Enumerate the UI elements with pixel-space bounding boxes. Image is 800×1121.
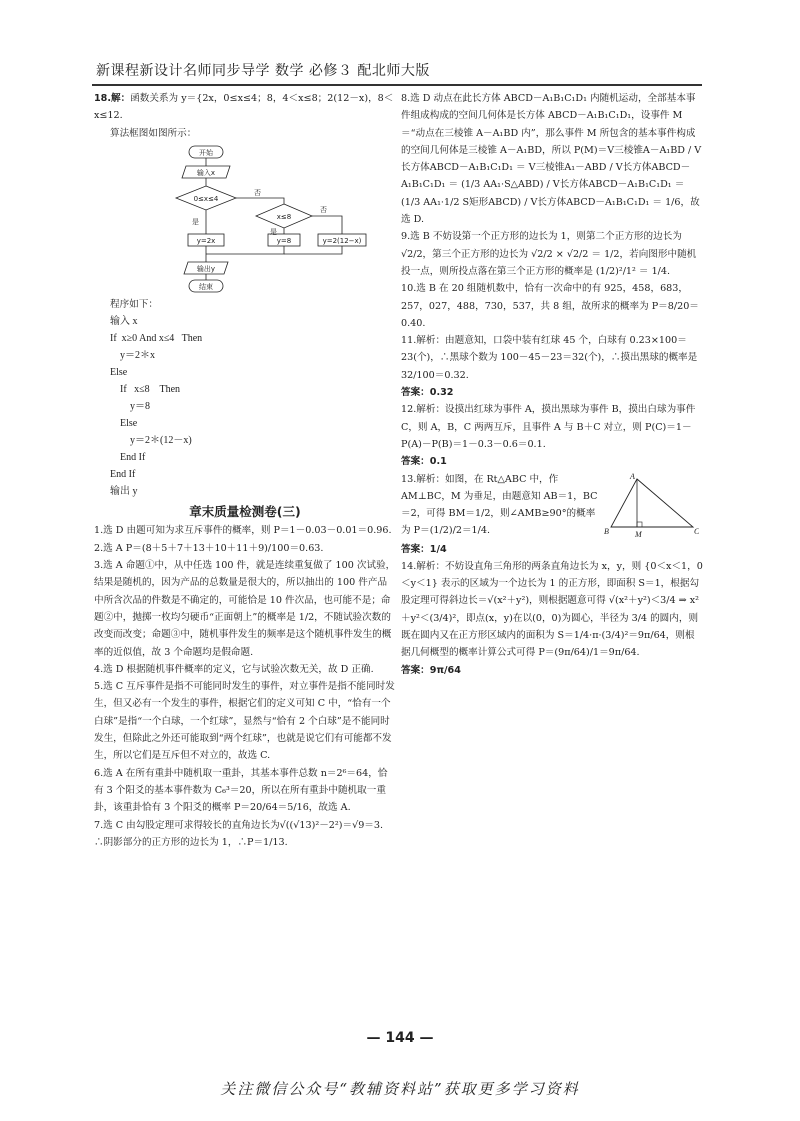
answer-item: ∴阴影部分的正方形的边长为 1，∴P＝1/13. [94,836,288,848]
flowchart [144,144,374,294]
code-line: Else [110,418,138,430]
left-column [94,90,396,851]
answer-line: 答案：1/4 [401,543,447,555]
code-line: y＝2＊x [110,350,155,362]
vertex-c-label: C [694,526,699,536]
section-title: 章末质量检测卷(三) [189,504,301,520]
q18-text: 函数关系为 y＝{2x，0≤x≤4；8，4＜x≤8；2(12－x)，8＜x≤12. [94,93,394,122]
answer-item-with-figure [401,471,703,540]
answer-item: 1.选 D 由题可知为求互斥事件的概率，则 P＝1－0.03－0.01＝0.96. [94,525,392,537]
running-header: 新课程新设计名师同步导学 数学 必修３ 配北师大版 [96,63,430,79]
program-intro: 程序如下： [110,298,158,310]
answer-item: 2.选 A P＝(8＋5＋7＋13＋10＋11＋9)/100＝0.63. [94,542,324,554]
flow-yes-label-2: 是 [270,227,277,236]
answer-item: 5.选 C 互斥事件是指不可能同时发生的事件，对立事件是指不能同时发生，但又必有一个发生的事件，根据它们的定义可知 C 中，“恰有一个白球”是指“一个白球，一个红球”，显然与“恰有 2 个白球”是不能同时发生，但除此之外还可能取到“两个红球”，也就是说它们有可能都不发生，所以它们是互斥但不对立的，故选 C. [94,681,395,762]
point-m-label: M [635,529,642,539]
page-number: — 144 — [366,1030,434,1046]
answer-item: 13.解析：如图，在 Rt△ABC 中，作 AM⊥BC，M 为垂足，由题意知 AB＝1，BC＝2，可得 BM＝1/2，则∠AMB≥90°的概率为 P＝(1/2)/2＝1/4. [401,473,598,537]
code-line: If x≤8 Then [110,384,181,396]
code-line: End If [110,469,136,481]
answer-item: 12.解析：设摸出红球为事件 A，摸出黑球为事件 B，摸出白球为事件 C，则 A，B，C 两两互斥，且事件 A 与 B＋C 对立，则 P(C)＝1－P(A)－P(B)＝1－0.3－0.6＝0.1. [401,404,696,450]
code-line: 输出 y [110,486,138,498]
code-line: 输入 x [110,316,138,328]
answer-item: 14.解析：不妨设直角三角形的两条直角边长为 x，y，则 {0＜x＜1，0＜y＜1} 表示的区域为一个边长为 1 的正方形，即面积 S＝1，根据勾股定理可得斜边长＝√(x²＋y²)，则根据题意可得 √(x²＋y²)＜3/4 ⇒ x²＋y²＜(3/4)²，即点(x，y)在以(0，0)为圆心，半径为 3/4 的圆内，则既在圆内又在正方形区域内的面积为 S＝1/4·π·(3/4)²＝9π/64，则根据几何概型的概率计算公式可得 P＝(9π/64)/1＝9π/64. [401,560,703,659]
vertex-b-label: B [604,526,609,536]
flow-input-text: 输入x [196,168,216,177]
code-line: Else [110,367,128,379]
flow-cond1-text: 0≤x≤4 [193,194,219,203]
answer-item: 3.选 A 命题①中，从中任选 100 件，就是连续重复做了 100 次试验，结果是随机的，因为产品的总数量是很大的，所以抽出的 100 件产品中所含次品的件数是不确定的，可能恰是 10 件次品，也可能不是；命题②中，抛掷一枚均匀硬币“正面朝上”的概率是 1/2，不随试验次数的改变而改变；命题③中，随机事件发生的频率是这个随机事件发生的概率的近似值，故 3 个命题均是假命题. [94,560,396,658]
answer-item: 7.选 C 由勾股定理可求得较长的直角边长为√((√13)²－2²)＝√9＝3. [94,819,384,831]
vertex-a-label: A [630,471,635,481]
answer-item: 10.选 B 在 20 组随机数中，恰有一次命中的有 925，458，683，257，027，488，730，537，共 8 组，故所求的概率为 P＝8/20＝0.40. [401,283,699,329]
flow-out3-text: y=2(12−x) [322,236,362,245]
flow-out2-text: y=8 [276,236,292,245]
footer-note: 关注微信公众号“教辅资料站”获取更多学习资料 [220,1080,580,1098]
flow-end-text: 结束 [199,282,213,291]
answer-item: 8.选 D 动点在此长方体 ABCD－A₁B₁C₁D₁ 内随机运动，全部基本事件组成构成的空间几何体是长方体 ABCD－A₁B₁C₁D₁，设事件 M＝“动点在三棱锥 A－A₁BD 内”，那么事件 M 所包含的基本事件构成的空间几何体是三棱锥 A－A₁BD，所以 P(M)＝V三棱锥A－A₁BD / V长方体ABCD－A₁B₁C₁D₁ ＝ V三棱锥A₁－ABD / V长方体ABCD－A₁B₁C₁D₁ ＝ (1/3 AA₁·S△ABD) / V长方体ABCD－A₁B₁C₁D₁ ＝ (1/3 AA₁·1/2 S矩形ABCD) / V长方体ABCD－A₁B₁C₁D₁ ＝ 1/6，故选 D. [401,93,702,226]
flow-no-label: 否 [254,188,261,197]
flow-out1-text: y=2x [196,236,216,245]
flow-no-label-2: 否 [320,205,327,214]
q18-answer [94,90,396,125]
answer-item: 4.选 D 根据随机事件概率的定义，它与试验次数无关，故 D 正确. [94,663,374,675]
answer-line: 答案：0.1 [401,456,447,468]
answer-item: 6.选 A 在所有重卦中随机取一重卦，其基本事件总数 n＝2⁶＝64，恰有 3 个阳爻的基本事件数为 C₆³＝20，所以在所有重卦中随机取一重卦，该重卦恰有 3 个阳爻的概率 P＝20/64＝5/16，故选 A. [94,767,388,814]
program-code [94,313,396,500]
flow-intro: 算法框图如图所示： [110,127,197,139]
answer-line: 答案：9π/64 [401,664,461,676]
code-line: End If [110,452,146,464]
header-rule [92,84,702,86]
flow-output-text: 输出y [196,264,216,273]
flow-cond2-text: x≤8 [276,212,292,221]
flow-start-text: 开始 [199,148,213,157]
q18-label: 18.解： [94,93,131,104]
right-column [401,90,703,679]
code-line: y＝2＊(12－x) [110,435,192,447]
code-line: y＝8 [110,401,150,413]
answer-item: 11.解析：由题意知，口袋中装有红球 45 个，白球有 0.23×100＝23(个)，∴黑球个数为 100－45－23＝32(个)，∴摸出黑球的概率是 32/100＝0.32. [401,335,698,381]
answer-line: 答案：0.32 [401,387,454,399]
triangle-figure [603,471,699,541]
answer-item: 9.选 B 不妨设第一个正方形的边长为 1，则第二个正方形的边长为 √2/2，第三个正方形的边长为 √2/2 × √2/2 ＝ 1/2，若向图形中随机投一点，则所投点落在第三个正方形的概率是 (1/2)²/1² ＝ 1/4. [401,231,697,277]
flow-yes-label: 是 [192,217,199,226]
code-line: If x≥0 And x≤4 Then [110,333,203,345]
